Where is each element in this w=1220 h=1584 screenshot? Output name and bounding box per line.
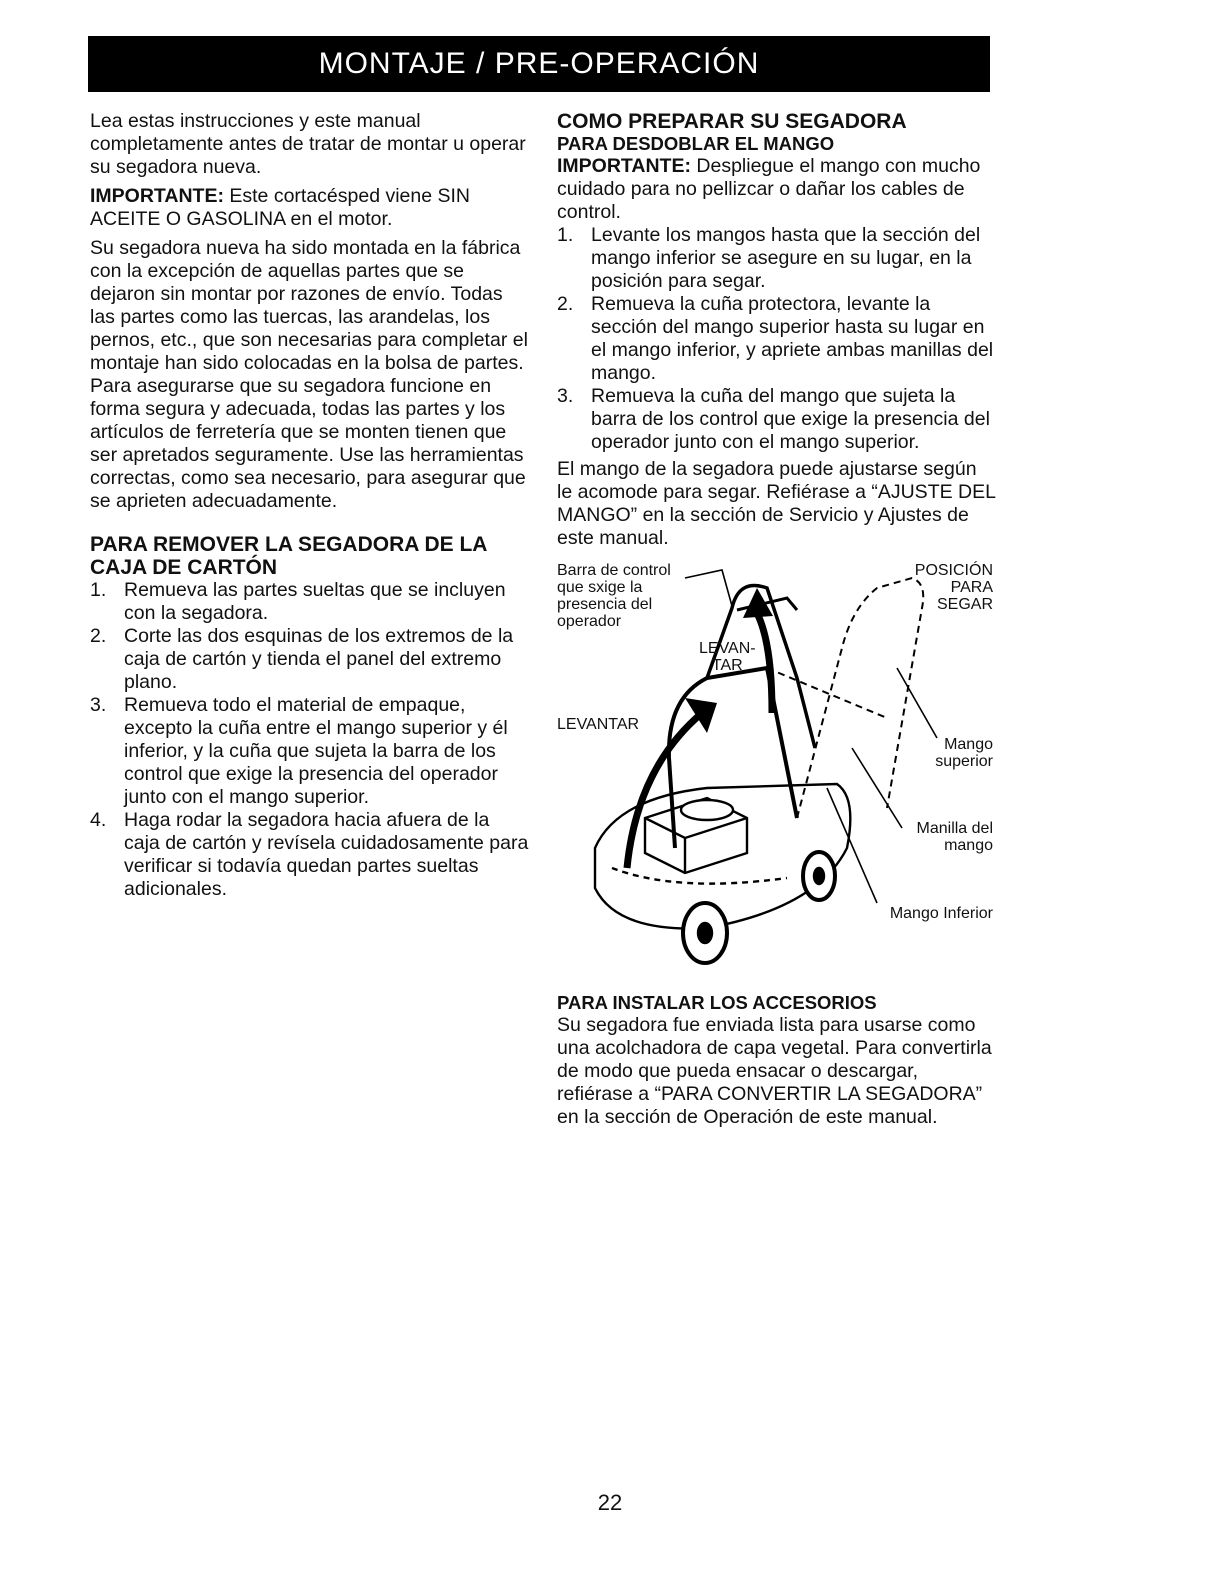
- section-title: MONTAJE / PRE-OPERACIÓN: [318, 47, 760, 80]
- lower-handle-label: Mango Inferior: [889, 905, 993, 922]
- step-text: Corte las dos esquinas de los extremos de la caja de cartón y tienda el panel del extremo plano.: [124, 625, 514, 693]
- important-note: [90, 185, 530, 231]
- step-text: Haga rodar la segadora hacia afuera de la caja de cartón y revísela cuidadosamente para verificar si todavía quedan partes sueltas adicionales.: [124, 809, 529, 900]
- mower-illustration: [557, 548, 997, 968]
- step-number: 3.: [90, 694, 107, 716]
- step-number: 3.: [557, 385, 574, 407]
- label-line: Manilla del: [916, 820, 993, 837]
- label-line: Barra de control: [557, 562, 671, 579]
- step-number: 1.: [90, 579, 107, 601]
- label-line: PARA: [950, 579, 993, 596]
- left-column: [90, 110, 530, 905]
- accessories-heading: PARA INSTALAR LOS ACCESORIOS: [557, 992, 877, 1013]
- list-item: [90, 579, 530, 625]
- list-item: [90, 625, 530, 694]
- list-item: [557, 293, 997, 385]
- unfold-heading: PARA DESDOBLAR EL MANGO: [557, 133, 835, 154]
- unfold-steps-list: [557, 224, 997, 454]
- label-line: SEGAR: [936, 596, 993, 613]
- important-label: IMPORTANTE:: [90, 185, 224, 207]
- remove-steps-list: [90, 579, 530, 901]
- control-bar-label: [557, 562, 671, 630]
- adjust-note: El mango de la segadora puede ajustarse según le acomode para segar. Refiérase a “AJUSTE DEL MANGO” en la sección de Servicio y Ajustes de este manual.: [557, 458, 996, 549]
- step-text: Remueva todo el material de empaque, excepto la cuña entre el mango superior y él inferior, y la cuña que sujeta la barra de los control que exige la presencia del operador junto con el mango superior.: [124, 694, 508, 808]
- page-number: 22: [597, 1490, 623, 1515]
- accessories-section: [557, 992, 997, 1135]
- assembly-paragraph: Su segadora nueva ha sido montada en la fábrica con la excepción de aquellas partes que se dejaron sin montar por razones de envío. Todas las partes como las tuercas, las arandelas, los pernos, etc., que son necesarias para completar el montaje han sido colocadas en la bolsa de partes. Para asegurarse que su segadora funcione en forma segura y adecuada, todas las partes y los artículos de ferretería que se monten tienen que ser apretados seguramente. Use las herramientas correctas, como sea necesario, para asegurar que se aprieten adecuadamente.: [90, 237, 528, 512]
- section-title-banner: [88, 36, 990, 92]
- label-line: superior: [935, 753, 993, 770]
- lift-label-left: LEVANTAR: [557, 716, 640, 733]
- mowing-position-handle: [797, 578, 923, 818]
- list-item: [90, 694, 530, 809]
- label-line: operador: [557, 613, 622, 630]
- step-number: 4.: [90, 809, 107, 831]
- right-column: [557, 110, 997, 556]
- label-line: mango: [944, 837, 993, 854]
- step-number: 2.: [557, 293, 574, 315]
- label-line: LEVAN-: [699, 640, 756, 657]
- important-text: Despliegue el mango con mucho cuidado para no pellizcar o dañar los cables de control.: [557, 155, 981, 223]
- important-label: IMPORTANTE:: [557, 155, 691, 177]
- remove-heading: PARA REMOVER LA SEGADORA DE LA CAJA DE CARTÓN: [90, 533, 487, 579]
- list-item: [90, 809, 530, 901]
- list-item: [557, 385, 997, 454]
- intro-paragraph: Lea estas instrucciones y este manual completamente antes de tratar de montar u operar su segadora nueva.: [90, 110, 526, 178]
- label-line: Mango: [944, 736, 993, 753]
- handle-knob-label: [917, 820, 993, 854]
- label-line: presencia del: [557, 596, 653, 613]
- accessories-text: Su segadora fue enviada lista para usarse como una acolchadora de capa vegetal. Para convertirla de modo que pueda ensacar o descargar, refiérase a “PARA CONVERTIR LA SEGADORA” en la sección de Operación de este manual.: [557, 1014, 992, 1128]
- mowing-position-label: [915, 562, 993, 613]
- prepare-heading: COMO PREPARAR SU SEGADORA: [557, 110, 907, 133]
- step-text: Remueva la cuña del mango que sujeta la barra de los control que exige la presencia del operador junto con el mango superior.: [591, 385, 990, 453]
- step-text: Remueva la cuña protectora, levante la sección del mango superior hasta su lugar en el mango inferior, y apriete ambas manillas del mango.: [591, 293, 994, 384]
- list-item: [557, 224, 997, 293]
- label-line: TAR: [711, 657, 743, 674]
- label-line: que sxige la: [557, 579, 643, 596]
- label-line: POSICIÓN: [914, 562, 993, 579]
- important-text: Este cortacésped viene SIN ACEITE O GASOLINA en el motor.: [90, 185, 471, 230]
- lift-label-top: [699, 640, 756, 674]
- step-number: 1.: [557, 224, 574, 246]
- step-text: Levante los mangos hasta que la sección del mango inferior se asegure en su lugar, en la posición para segar.: [591, 224, 981, 292]
- step-number: 2.: [90, 625, 107, 647]
- important-note: [557, 155, 997, 224]
- step-text: Remueva las partes sueltas que se incluyen con la segadora.: [124, 579, 506, 624]
- upper-handle-label: [935, 736, 993, 770]
